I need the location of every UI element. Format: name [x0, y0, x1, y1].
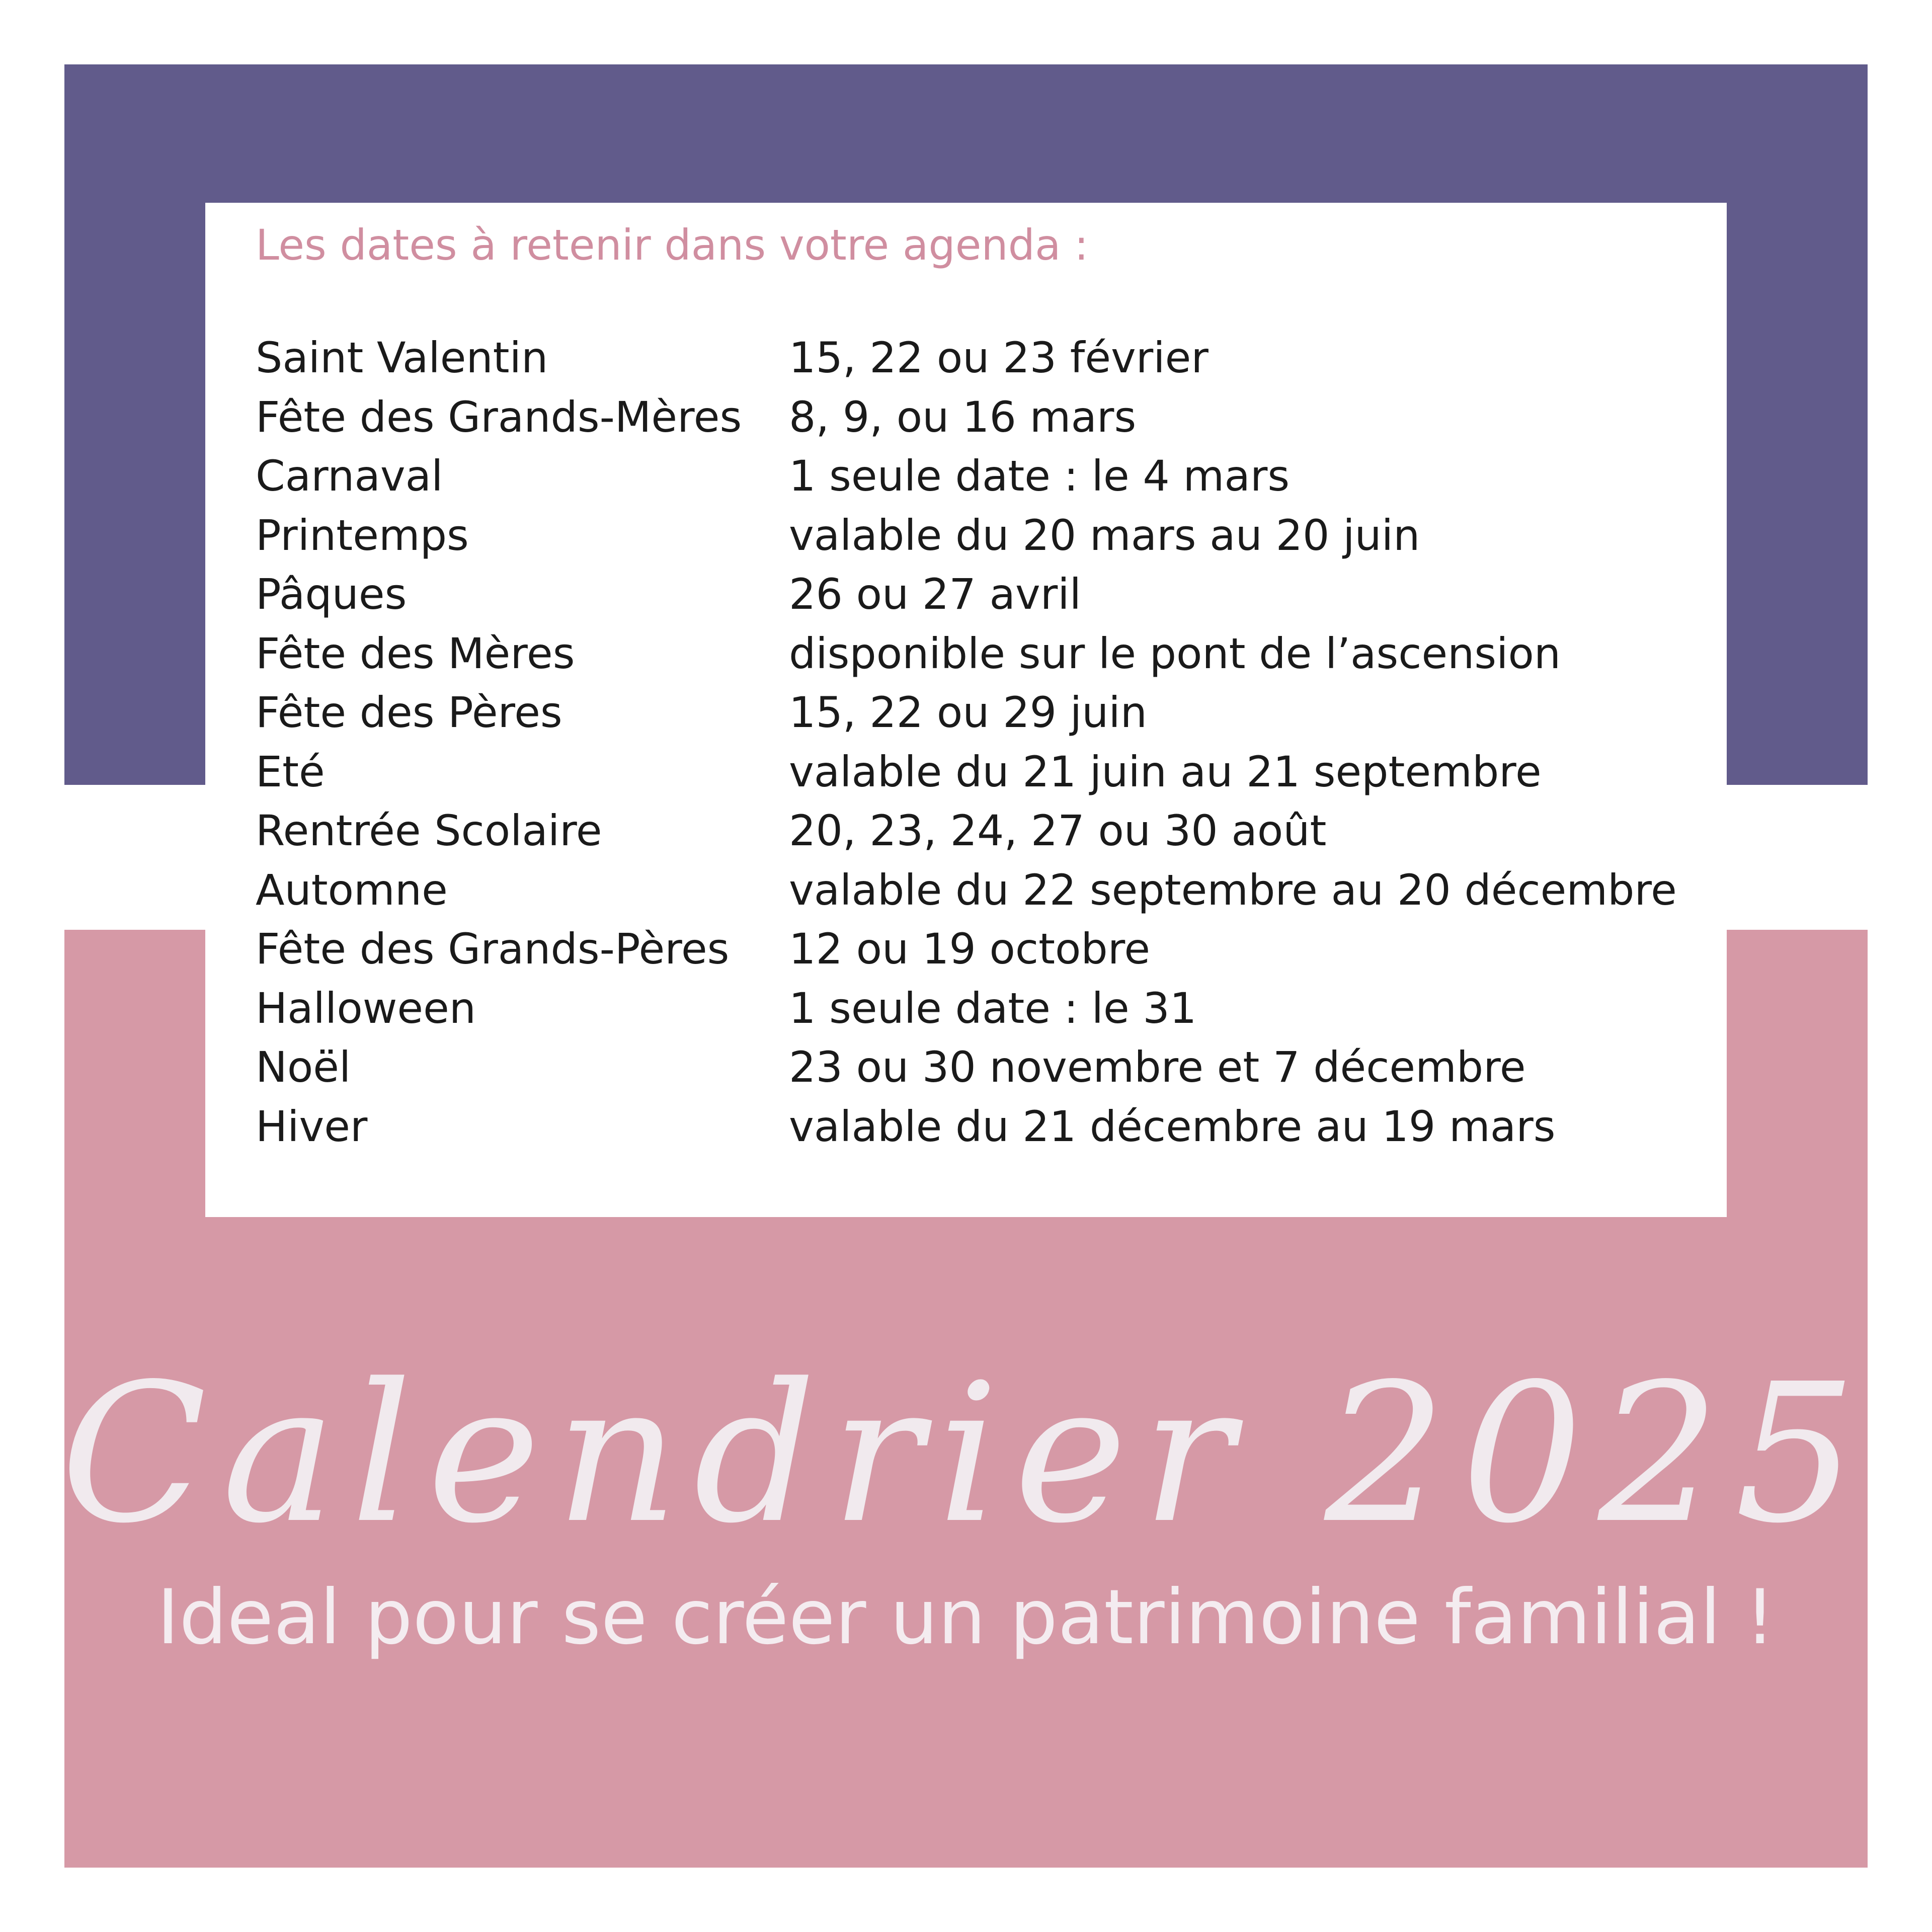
- event-name: Printemps: [256, 510, 469, 560]
- event-name: Halloween: [256, 983, 476, 1033]
- event-date: valable du 20 mars au 20 juin: [789, 510, 1420, 560]
- date-row: [256, 1097, 1677, 1157]
- event-date: 20, 23, 24, 27 ou 30 août: [789, 806, 1327, 855]
- date-row: [256, 801, 1677, 861]
- event-name: Noël: [256, 1042, 351, 1092]
- event-date: 12 ou 19 octobre: [789, 924, 1151, 974]
- event-date: 1 seule date : le 31: [789, 983, 1197, 1033]
- event-name: Fête des Mères: [256, 628, 575, 678]
- event-name: Fête des Grands-Pères: [256, 924, 730, 974]
- date-row: [256, 743, 1677, 802]
- event-name: Pâques: [256, 570, 407, 619]
- event-date: 26 ou 27 avril: [789, 570, 1081, 619]
- event-date: 23 ou 30 novembre et 7 décembre: [789, 1042, 1526, 1092]
- event-date: 15, 22 ou 29 juin: [789, 688, 1147, 737]
- date-row: [256, 506, 1677, 566]
- calendar-title: Calendrier 2025: [60, 1342, 1872, 1565]
- event-date: disponible sur le pont de l’ascension: [789, 628, 1561, 678]
- event-name: Fête des Pères: [256, 688, 562, 737]
- date-row: [256, 920, 1677, 979]
- date-row: [256, 624, 1677, 684]
- date-row: [256, 683, 1677, 743]
- event-name: Automne: [256, 865, 448, 915]
- date-row: [256, 388, 1677, 447]
- date-row: [256, 329, 1677, 388]
- event-date: 15, 22 ou 23 février: [789, 333, 1209, 382]
- event-name: Saint Valentin: [256, 333, 548, 382]
- event-name: Carnaval: [256, 451, 443, 501]
- event-date: 1 seule date : le 4 mars: [789, 451, 1290, 501]
- date-row: [256, 565, 1677, 624]
- event-date: 8, 9, ou 16 mars: [789, 392, 1137, 442]
- event-date: valable du 21 juin au 21 septembre: [789, 747, 1542, 796]
- event-name: Eté: [256, 747, 325, 796]
- card-heading: Les dates à retenir dans votre agenda :: [256, 220, 1089, 270]
- event-name: Fête des Grands-Mères: [256, 392, 742, 442]
- event-name: Rentrée Scolaire: [256, 806, 602, 855]
- event-date: valable du 22 septembre au 20 décembre: [789, 865, 1677, 915]
- date-row: [256, 861, 1677, 920]
- dates-card: [205, 203, 1727, 1217]
- calendar-subtitle: Ideal pour se créer un patrimoine familial !: [156, 1574, 1776, 1661]
- dates-list: [256, 329, 1677, 1156]
- event-date: valable du 21 décembre au 19 mars: [789, 1101, 1556, 1151]
- date-row: [256, 447, 1677, 506]
- date-row: [256, 979, 1677, 1038]
- date-row: [256, 1038, 1677, 1097]
- event-name: Hiver: [256, 1101, 368, 1151]
